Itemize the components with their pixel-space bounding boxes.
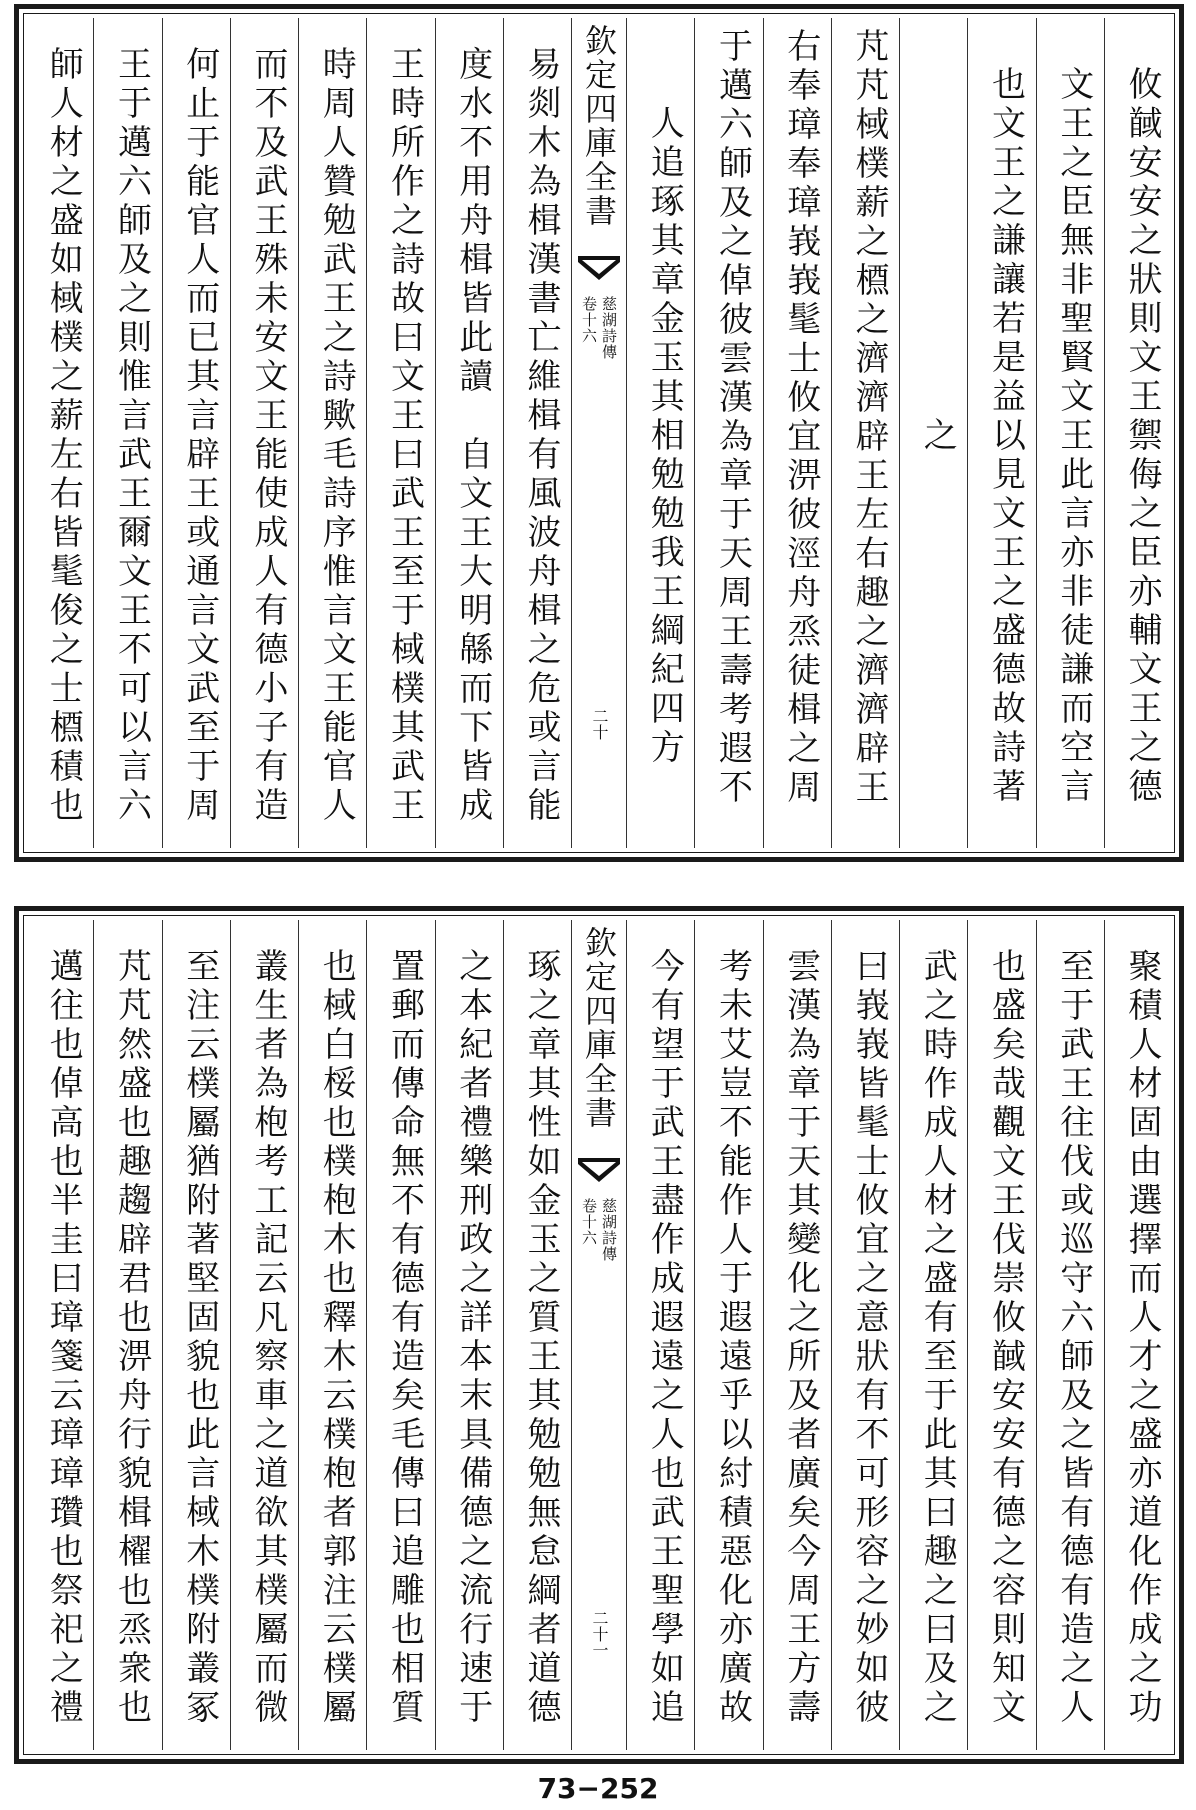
column-text: 琢之章其性如金玉之質王其勉勉無怠綱者道德 (521, 948, 561, 1728)
column-text: 何止于能官人而已其言辟王或通言文武至于周 (179, 46, 220, 826)
columns-lower (26, 920, 1172, 1750)
text-column (366, 18, 434, 848)
page-lower (14, 906, 1184, 1764)
text-column (1104, 920, 1172, 1750)
text-column (298, 18, 366, 848)
spine-subtitle (572, 296, 626, 476)
column-text: 考未艾豈不能作人于遐遠乎以紂積惡化亦廣故 (712, 948, 753, 1728)
book-title: 欽定四庫全書 (580, 24, 618, 228)
text-column (93, 18, 161, 848)
column-text: 師人材之盛如棫樸之薪左右皆髦俊之士槱積也 (43, 46, 84, 826)
columns-upper (26, 18, 1172, 848)
column-text: 文王之臣無非聖賢文王此言亦非徒謙而空言 (1053, 65, 1094, 807)
text-column (1104, 18, 1172, 848)
text-column (435, 18, 503, 848)
text-column (831, 18, 899, 848)
column-text: 曰峩峩皆髦士攸宜之意狀有不可形容之妙如彼 (849, 948, 889, 1728)
text-column (230, 18, 298, 848)
text-column (694, 920, 762, 1750)
footer-page-code: 73−252 (537, 1772, 659, 1805)
page-number: 二十 (590, 708, 609, 740)
column-text: 邁往也倬高也半圭曰璋箋云璋璋瓚也祭祀之禮 (43, 948, 84, 1728)
volume-label: 卷十六 (580, 296, 598, 344)
fish-tail-mark-icon (578, 1156, 620, 1186)
text-column (899, 920, 967, 1750)
page-upper (14, 4, 1184, 862)
column-text: 度水不用舟楫皆此讀 自文王大明緜而下皆成 (452, 46, 493, 826)
text-column (230, 920, 298, 1750)
column-text: 聚積人材固由選擇而人才之盛亦道化作成之功 (1122, 948, 1162, 1728)
column-text: 攸馘安安之狀則文王禦侮之臣亦輔文王之德 (1122, 65, 1162, 807)
text-column (626, 18, 694, 848)
column-text: 武之時作成人材之盛有至于此其曰趣之曰及之 (917, 948, 958, 1728)
text-column (831, 920, 899, 1750)
text-column (503, 18, 571, 848)
page-spine (571, 920, 626, 1750)
text-column (162, 920, 230, 1750)
column-text: 之 (917, 416, 958, 456)
page-spine (571, 18, 626, 848)
column-text: 雲漢為章于天其變化之所及者廣矣今周王方壽 (780, 948, 821, 1728)
fish-tail-mark-icon (578, 254, 620, 284)
column-text: 至注云樸屬猶附著堅固貌也此言棫木樸附叢冢 (179, 948, 220, 1728)
text-column (366, 920, 434, 1750)
column-text: 時周人贊勉武王之詩歟毛詩序惟言文王能官人 (316, 46, 357, 826)
text-column (763, 920, 831, 1750)
volume-label: 卷十六 (580, 1198, 598, 1246)
column-text: 至于武王往伐或巡守六師及之皆有德有造之人 (1053, 948, 1094, 1728)
text-column (899, 18, 967, 848)
text-column (162, 18, 230, 848)
column-text: 右奉璋奉璋峩峩髦士攸宜淠彼涇舟烝徒楫之周 (780, 28, 821, 808)
column-text: 芃芃然盛也趣趨辟君也淠舟行貌楫櫂也烝衆也 (111, 948, 152, 1728)
work-title: 慈湖詩傳 (600, 296, 618, 360)
text-column (1036, 920, 1104, 1750)
column-text: 也文王之謙讓若是益以見文王之盛德故詩著 (985, 65, 1026, 807)
column-text: 今有望于武王盡作成遐遠之人也武王聖學如追 (644, 948, 685, 1728)
text-column (26, 920, 93, 1750)
book-title: 欽定四庫全書 (580, 926, 618, 1130)
spine-subtitle (572, 1198, 626, 1378)
column-text: 而不及武王殊未安文王能使成人有德小子有造 (248, 46, 288, 826)
text-column (763, 18, 831, 848)
text-column (435, 920, 503, 1750)
text-column (298, 920, 366, 1750)
column-text: 于邁六師及之倬彼雲漢為章于天周王壽考遐不 (712, 28, 753, 808)
column-text: 之本紀者禮樂刑政之詳本末具備德之流行速于 (452, 948, 493, 1728)
column-text: 也棫白桵也樸枹木也釋木云樸枹者郭注云樸屬 (316, 948, 357, 1728)
column-text: 也盛矣哉觀文王伐崇攸馘安安有德之容則知文 (985, 948, 1026, 1728)
column-text: 置郵而傳命無不有德有造矣毛傳曰追雕也相質 (384, 948, 425, 1728)
text-column (26, 18, 93, 848)
column-text: 王時所作之詩故曰文王曰武王至于棫樸其武王 (384, 46, 425, 826)
column-text: 叢生者為枹考工記云凡察車之道欲其樸屬而微 (248, 948, 288, 1728)
page-number: 二十一 (590, 1610, 609, 1658)
work-title: 慈湖詩傳 (600, 1198, 618, 1262)
text-column (1036, 18, 1104, 848)
column-text: 芃芃棫樸薪之槱之濟濟辟王左右趣之濟濟辟王 (849, 28, 889, 808)
text-column (626, 920, 694, 1750)
text-column (967, 920, 1035, 1750)
column-text: 人追琢其章金玉其相勉勉我王綱紀四方 (644, 104, 685, 768)
text-column (503, 920, 571, 1750)
text-column (967, 18, 1035, 848)
column-text: 王于邁六師及之則惟言武王爾文王不可以言六 (111, 46, 152, 826)
text-column (93, 920, 161, 1750)
column-text: 易剡木為楫漢書亡維楫有風波舟楫之危或言能 (521, 46, 561, 826)
text-column (694, 18, 762, 848)
